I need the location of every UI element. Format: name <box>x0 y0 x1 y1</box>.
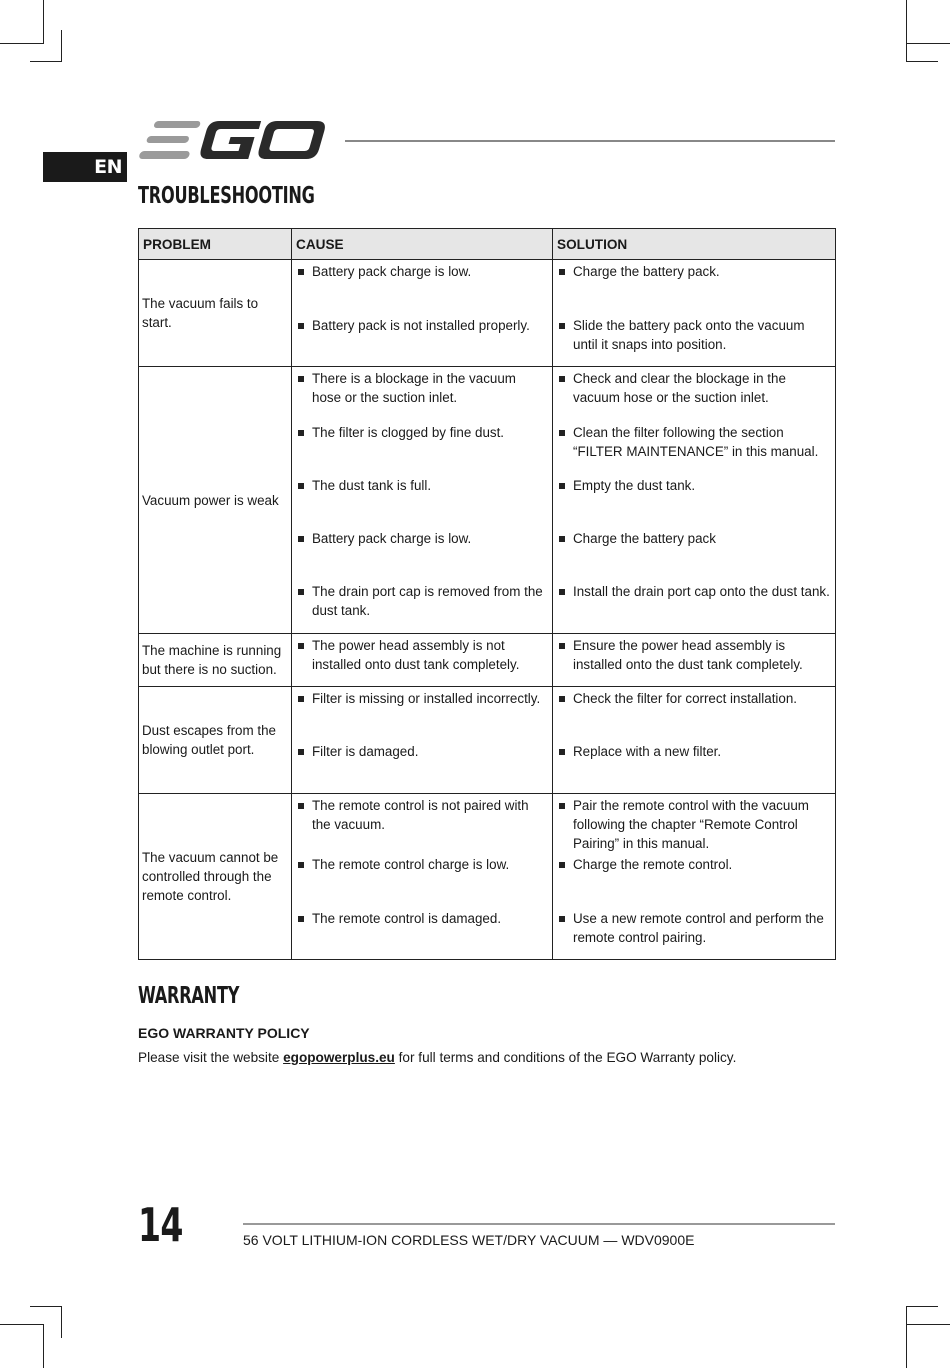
cause-text: The remote control is damaged. <box>312 911 502 926</box>
cause-text: Filter is damaged. <box>312 744 419 759</box>
cause-item <box>292 742 552 761</box>
cause-item <box>292 582 552 620</box>
cause-text: There is a blockage in the vacuum hose or the suction inlet. <box>312 371 516 405</box>
cause-item <box>292 316 552 335</box>
solution-item <box>553 529 835 548</box>
solution-text: Charge the battery pack <box>573 531 716 546</box>
square-bullet-icon <box>559 430 565 436</box>
square-bullet-icon <box>559 589 565 595</box>
language-tab: EN <box>43 152 127 182</box>
cause-cell <box>292 687 553 794</box>
square-bullet-icon <box>559 749 565 755</box>
problem-cell: The vacuum fails to start. <box>139 260 292 367</box>
cause-item <box>292 369 552 407</box>
cause-text: Battery pack charge is low. <box>312 264 472 279</box>
cause-item <box>292 423 552 442</box>
cause-cell <box>292 634 553 687</box>
solution-cell <box>553 687 836 794</box>
table-row <box>139 367 836 634</box>
crop-mark <box>906 61 938 62</box>
cause-item <box>292 689 552 708</box>
table-row <box>139 794 836 960</box>
cause-item <box>292 909 552 928</box>
square-bullet-icon <box>559 323 565 329</box>
square-bullet-icon <box>298 323 304 329</box>
solution-text: Charge the battery pack. <box>573 264 720 279</box>
crop-mark <box>906 30 907 62</box>
cause-text: Battery pack charge is low. <box>312 531 472 546</box>
solution-text: Check the filter for correct installation. <box>573 691 798 706</box>
cause-cell <box>292 260 553 367</box>
square-bullet-icon <box>298 803 304 809</box>
column-header-problem: PROBLEM <box>139 229 292 260</box>
solution-text: Charge the remote control. <box>573 857 733 872</box>
solution-text: Install the drain port cap onto the dust tank. <box>573 584 830 599</box>
cause-item <box>292 855 552 874</box>
column-header-solution: SOLUTION <box>553 229 836 260</box>
warranty-link[interactable]: egopowerplus.eu <box>283 1050 395 1065</box>
page-number: 14 <box>138 1198 183 1252</box>
square-bullet-icon <box>298 749 304 755</box>
crop-mark <box>0 1324 44 1325</box>
cause-item <box>292 262 552 281</box>
column-header-cause: CAUSE <box>292 229 553 260</box>
solution-item <box>553 423 835 461</box>
troubleshooting-table <box>138 228 836 960</box>
solution-text: Use a new remote control and perform the remote control pairing. <box>573 911 824 945</box>
solution-item <box>553 476 835 495</box>
square-bullet-icon <box>298 483 304 489</box>
square-bullet-icon <box>298 269 304 275</box>
header-rule <box>345 140 835 142</box>
table-row <box>139 634 836 687</box>
solution-text: Replace with a new filter. <box>573 744 722 759</box>
solution-text: Clean the filter following the section “FILTER MAINTENANCE” in this manual. <box>573 425 819 459</box>
cause-text: The power head assembly is not installed onto dust tank completely. <box>312 638 520 672</box>
problem-cell: Vacuum power is weak <box>139 367 292 634</box>
cause-item <box>292 796 552 834</box>
crop-mark <box>906 1306 938 1307</box>
solution-item <box>553 855 835 874</box>
square-bullet-icon <box>559 376 565 382</box>
cause-text: Filter is missing or installed incorrectly. <box>312 691 541 706</box>
crop-mark <box>30 1306 62 1307</box>
solution-text: Check and clear the blockage in the vacuum hose or the suction inlet. <box>573 371 786 405</box>
square-bullet-icon <box>298 536 304 542</box>
crop-mark <box>906 43 950 44</box>
cause-item <box>292 636 552 674</box>
square-bullet-icon <box>559 862 565 868</box>
cause-text: The drain port cap is removed from the dust tank. <box>312 584 543 618</box>
crop-mark <box>906 1306 907 1338</box>
warranty-subtitle: EGO WARRANTY POLICY <box>138 1025 310 1041</box>
square-bullet-icon <box>559 269 565 275</box>
table-row <box>139 687 836 794</box>
cause-cell <box>292 794 553 960</box>
solution-item <box>553 369 835 407</box>
ego-logo <box>138 118 328 162</box>
solution-text: Ensure the power head assembly is installed onto the dust tank completely. <box>573 638 803 672</box>
warranty-text-after: for full terms and conditions of the EGO Warranty policy. <box>394 1050 737 1065</box>
solution-cell <box>553 367 836 634</box>
cause-text: The remote control is not paired with the vacuum. <box>312 798 529 832</box>
cause-cell <box>292 367 553 634</box>
solution-item <box>553 689 835 708</box>
cause-text: The filter is clogged by fine dust. <box>312 425 505 440</box>
square-bullet-icon <box>559 483 565 489</box>
square-bullet-icon <box>559 803 565 809</box>
square-bullet-icon <box>559 536 565 542</box>
solution-cell <box>553 260 836 367</box>
solution-item <box>553 316 835 354</box>
cause-text: Battery pack is not installed properly. <box>312 318 530 333</box>
footer-product: 56 VOLT LITHIUM-ION CORDLESS WET/DRY VACUUM — WDV0900E <box>243 1232 695 1248</box>
footer-rule <box>243 1223 835 1225</box>
crop-mark <box>43 1324 44 1368</box>
solution-item <box>553 742 835 761</box>
troubleshooting-title: TROUBLESHOOTING <box>138 183 315 209</box>
solution-cell <box>553 634 836 687</box>
warranty-title: WARRANTY <box>138 983 240 1009</box>
square-bullet-icon <box>298 589 304 595</box>
warranty-text-before: Please visit the website <box>138 1050 284 1065</box>
square-bullet-icon <box>298 696 304 702</box>
square-bullet-icon <box>298 643 304 649</box>
square-bullet-icon <box>298 376 304 382</box>
crop-mark <box>43 0 44 44</box>
cause-text: The dust tank is full. <box>312 478 432 493</box>
solution-item <box>553 909 835 947</box>
problem-cell: The vacuum cannot be controlled through the remote control. <box>139 794 292 960</box>
problem-cell: The machine is running but there is no suction. <box>139 634 292 687</box>
solution-item <box>553 796 835 853</box>
crop-mark <box>61 1306 62 1338</box>
crop-mark <box>0 43 44 44</box>
square-bullet-icon <box>559 643 565 649</box>
crop-mark <box>30 61 62 62</box>
solution-item <box>553 636 835 674</box>
square-bullet-icon <box>559 916 565 922</box>
crop-mark <box>61 30 62 62</box>
square-bullet-icon <box>298 862 304 868</box>
solution-cell <box>553 794 836 960</box>
solution-text: Slide the battery pack onto the vacuum until it snaps into position. <box>573 318 805 352</box>
cause-item <box>292 529 552 548</box>
cause-text: The remote control charge is low. <box>312 857 510 872</box>
crop-mark <box>906 1324 950 1325</box>
square-bullet-icon <box>298 430 304 436</box>
square-bullet-icon <box>559 696 565 702</box>
table-row <box>139 260 836 367</box>
solution-text: Pair the remote control with the vacuum following the chapter “Remote Control Pairing” in this manual. <box>573 798 809 851</box>
warranty-text <box>138 1050 736 1065</box>
solution-item <box>553 582 835 601</box>
problem-cell: Dust escapes from the blowing outlet port. <box>139 687 292 794</box>
table-header-row <box>139 229 836 260</box>
square-bullet-icon <box>298 916 304 922</box>
solution-item <box>553 262 835 281</box>
solution-text: Empty the dust tank. <box>573 478 696 493</box>
cause-item <box>292 476 552 495</box>
